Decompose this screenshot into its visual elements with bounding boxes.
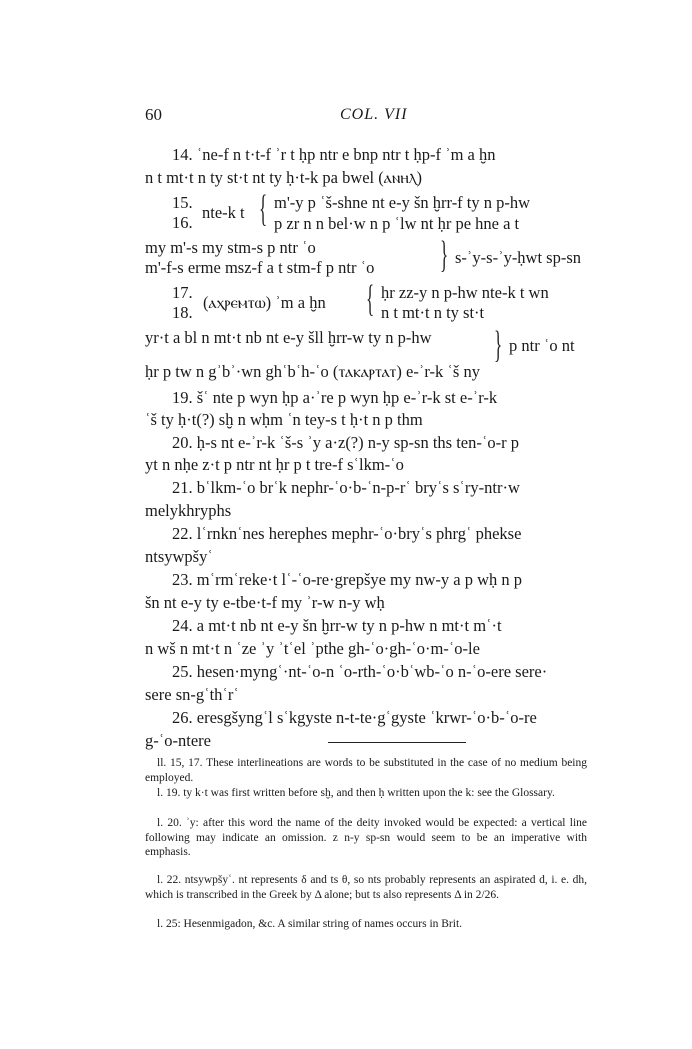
line-23a: 23. mʿrmʿreke·t lʿ-ʿo-re·grepšye my nw-y a p wḥ n p <box>172 570 523 589</box>
line-20a: 20. ḥ-s nt e-ʾr-k ʿš-s ʾy a·z(?) n-y sp-sn ths ten-ʿo-r p <box>172 433 519 452</box>
line-25a: 25. hesen·myngʿ·nt-ʿo-n ʿo-rth-ʿo·bʿwb-ʿo n-ʿo-ere sere· <box>172 662 548 681</box>
sysy-text: s-ʾy-s-ʾy-ḥwt sp-sn <box>455 248 582 267</box>
footnote-text: l. 25: Hesenmigadon, &c. A similar string of names occurs in Brit. <box>157 918 463 930</box>
line-my-1: my m'-s my stm-s p ntr ʿo <box>145 238 316 257</box>
line-22b: ntsywpšyʿ <box>145 547 213 566</box>
footnote-text: l. 19. ty k·t was first written before sḫ, and then ḥ written upon the k: see the Glossary. <box>157 787 555 799</box>
right-brace: } <box>494 324 503 366</box>
line-14a: 14. ʿne-f n t·t-f ʾr t ḥp ntr e bnp ntr t ḥp-f ʾm a ḫn <box>172 145 496 164</box>
line-24b: n wš n mt·t n ʿze ʾy ʾtʿel ʾpthe gh-ʿo·gh-ʿo·m-ʿo-le <box>145 639 480 658</box>
line-16-number: 16. <box>172 213 193 232</box>
line-19b: ʿš ty ḥ·t(?) sḫ n wḥm ʿn tey-s t ḥ·t n p thm <box>145 410 423 429</box>
running-title: COL. VII <box>340 106 408 123</box>
line-17-number: 17. <box>172 283 193 302</box>
footnote-rule <box>328 742 466 743</box>
line-18-text: n t mt·t n ty st·t <box>381 303 485 322</box>
footnote-text: l. 22. ntsywpšyʿ. nt represents δ and ts θ, so nts probably represents an aspirated d, i. e. dh, which is transcribed in the Greek by Δ alone; but ts also represents Δ in 2/26. <box>145 874 587 901</box>
line-hrp: ḥr p tw n gʾbʾ·wn ghʿbʿh-ʿo (ⲧⲁⲕⲁⲣⲧⲁⲧ) e-ʾr-k ʿš ny <box>145 362 480 381</box>
left-brace: { <box>259 188 268 230</box>
p-ntr-text: p ntr ʿo nt <box>509 336 575 355</box>
nte-k-t-label: nte-k t <box>202 203 245 222</box>
line-23b: šn nt e-y ty e-tbe·t-f my ʾr-w n-y wḥ <box>145 593 385 612</box>
line-19a: 19. šʿ nte p wyn ḥp a·ʾre p wyn ḥp e-ʾr-k st e-ʾr-k <box>172 388 498 407</box>
line-14b: n t mt·t n ty st·t nt ty ḥ·t-k pa bwel (ⲁⲛⲏⲗ) <box>145 168 423 187</box>
line-22a: 22. lʿrnknʿnes herephes mephr-ʿo·bryʿs phrgʿ phekse <box>172 524 522 543</box>
line-17-text: ḥr zz-y n p-hw nte-k t wn <box>381 283 549 302</box>
line-20b: yt n nḥe z·t p ntr nt ḥr p t tre-f sʿlkm-ʿo <box>145 455 404 474</box>
line-15-text: m'-y p ʿš-shne nt e-y šn ḫrr-f ty n p-hw <box>274 193 531 212</box>
line-my-2: m'-f-s erme msz-f a t stm-f p ntr ʿo <box>145 258 375 277</box>
footnote-5 <box>145 917 587 932</box>
footnote-text: l. 20. ʾy: after this word the name of the deity invoked would be expected: a vertical line following may indicate an omission. z n-y sp-sn would seem to be an imperative with emphasis. <box>145 817 587 858</box>
page-number: 60 <box>145 105 162 124</box>
line-24a: 24. a mt·t nb nt e-y šn ḫrr-w ty n p-hw n mt·t mʿ·t <box>172 616 502 635</box>
left-brace: { <box>366 278 375 320</box>
footnote-3 <box>145 816 587 860</box>
line-21a: 21. bʿlkm-ʿo brʿk nephr-ʿo·b-ʿn-p-rʿ bryʿs sʿry-ntr·w <box>172 478 520 497</box>
footnote-4 <box>145 873 587 902</box>
line-26b: g-ʿo-ntere <box>145 731 211 750</box>
line-yrt: yr·t a bl n mt·t nb nt e-y šll ḫrr-w ty n p-hw <box>145 328 432 347</box>
footnote-1 <box>145 756 587 785</box>
line-26a: 26. eresgšyngʿl sʿkgyste n-t-te·gʿgyste ʿkrwr-ʿo·b-ʿo-re <box>172 708 537 727</box>
line-21b: melykhryphs <box>145 501 232 520</box>
footnote-text: ll. 15, 17. These interlineations are words to be substituted in the case of no medium being employed. <box>145 757 587 784</box>
greek-word: (ⲁⲭⲣⲉⲙⲧⲱ) ʾm a ḫn <box>203 293 326 312</box>
line-15-number: 15. <box>172 193 193 212</box>
footnote-2 <box>145 786 587 801</box>
right-brace: } <box>440 234 449 276</box>
line-16-text: p zr n n bel·w n p ʿlw nt ḥr pe hne a t <box>274 214 520 233</box>
line-25b: sere sn-gʿthʿrʿ <box>145 685 239 704</box>
line-18-number: 18. <box>172 303 193 322</box>
